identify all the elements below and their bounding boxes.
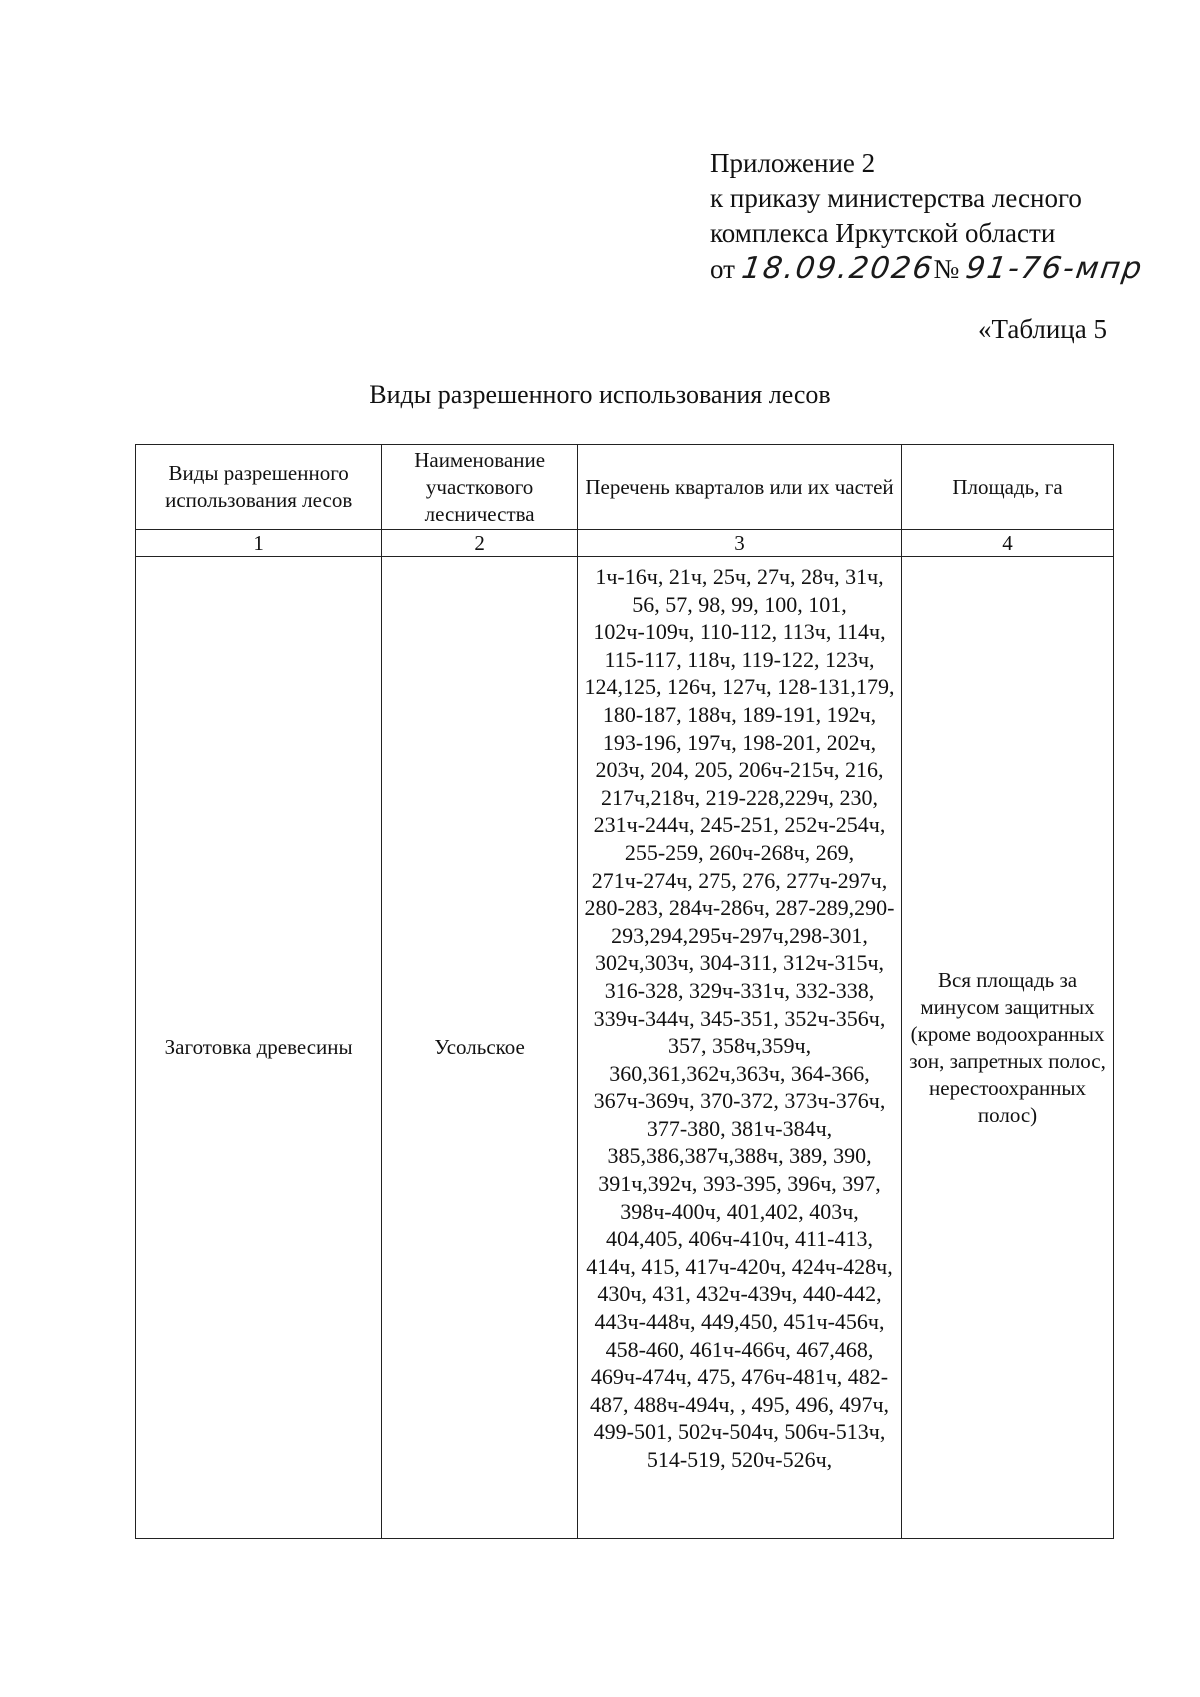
header-area: Площадь, га xyxy=(902,445,1114,530)
header-use-type: Виды разрешенного использования лесов xyxy=(136,445,382,530)
cell-quarters-list: 1ч-16ч, 21ч, 25ч, 27ч, 28ч, 31ч, 56, 57, 98, 99, 100, 101, 102ч-109ч, 110-112, 113ч, 114ч, 115-117, 118ч, 119-122, 123ч, 124,125, 126ч, 127ч, 128-131,179, 180-187, 188ч, 189-191, 192ч, 193-196, 197ч, 198-201, 202ч, 203ч, 204, 205, 206ч-215ч, 216, 217ч,218ч, 219-228,229ч, 230, 231ч-244ч, 245-251, 252ч-254ч, 255-259, 260ч-268ч, 269, 271ч-274ч, 275, 276, 277ч-297ч, 280-283, 284ч-286ч, 287-289,290-293,294,295ч-297ч,298-301, 302ч,303ч, 304-311, 312ч-315ч, 316-328, 329ч-331ч, 332-338, 339ч-344ч, 345-351, 352ч-356ч, 357, 358ч,359ч, 360,361,362ч,363ч, 364-366, 367ч-369ч, 370-372, 373ч-376ч, 377-380, 381ч-384ч, 385,386,387ч,388ч, 389, 390, 391ч,392ч, 393-395, 396ч, 397, 398ч-400ч, 401,402, 403ч, 404,405, 406ч-410ч, 411-413, 414ч, 415, 417ч-420ч, 424ч-428ч, 430ч, 431, 432ч-439ч, 440-442, 443ч-448ч, 449,450, 451ч-456ч, 458-460, 461ч-466ч, 467,468, 469ч-474ч, 475, 476ч-481ч, 482-487, 488ч-494ч, , 495, 496, 497ч, 499-501, 502ч-504ч, 506ч-513ч, 514-519, 520ч-526ч, xyxy=(577,557,901,1539)
column-number-row xyxy=(136,530,1114,557)
column-number-4: 4 xyxy=(902,530,1114,557)
document-title: Виды разрешенного использования лесов xyxy=(369,380,831,409)
table-row xyxy=(136,557,1114,1539)
column-number-1: 1 xyxy=(136,530,382,557)
appendix-block xyxy=(710,146,1146,287)
number-sign: № xyxy=(933,254,960,284)
column-number-3: 3 xyxy=(577,530,901,557)
cell-use-type: Заготовка древесины xyxy=(136,557,382,1539)
appendix-date-line xyxy=(710,251,1146,287)
table-header-row xyxy=(136,445,1114,530)
handwritten-order-number: 91-76-мпр xyxy=(963,251,1146,286)
appendix-region-line: комплекса Иркутской области xyxy=(710,218,1056,248)
table-number-caption: «Таблица 5 xyxy=(978,314,1107,344)
cell-area xyxy=(902,557,1114,1539)
cell-forestry: Усольское xyxy=(382,557,578,1539)
header-forestry: Наименование участкового лесничества xyxy=(382,445,578,530)
forest-use-table xyxy=(135,444,1114,1539)
header-quarters: Перечень кварталов или их частей xyxy=(577,445,901,530)
appendix-order-line: к приказу министерства лесного xyxy=(710,183,1082,213)
area-description: Вся площадь за минусом защитных (кроме водоохранных зон, запретных полос, нерестоохранных полос) xyxy=(909,967,1106,1127)
date-prefix: от xyxy=(710,254,735,284)
appendix-title: Приложение 2 xyxy=(710,148,876,178)
handwritten-date: 18.09.2026 xyxy=(739,251,936,286)
column-number-2: 2 xyxy=(382,530,578,557)
